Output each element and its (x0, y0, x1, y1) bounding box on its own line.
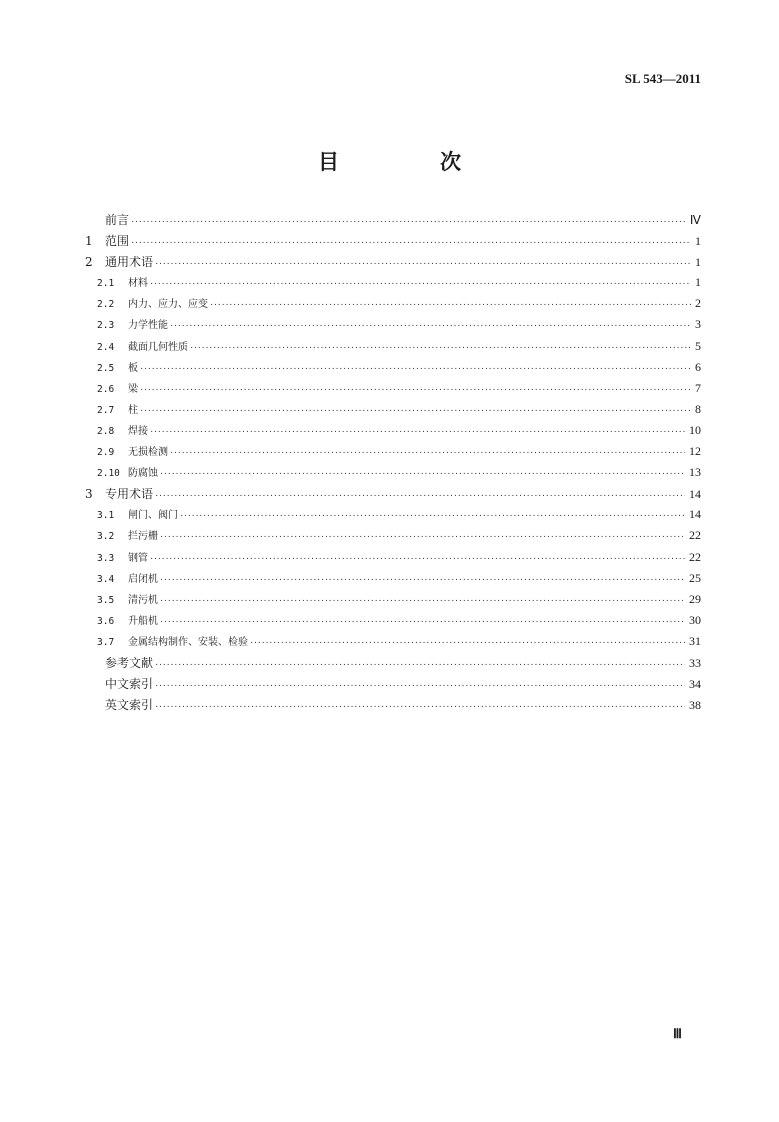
page-title: 目 次 (318, 149, 501, 174)
toc-entry-page: 5 (695, 338, 701, 353)
toc-dot-leader (131, 216, 686, 227)
toc-entry-page: 1 (695, 255, 701, 270)
toc-entry-page: 34 (689, 677, 701, 692)
toc-entry-number: 3.3 (97, 552, 115, 564)
toc-entry-page: 1 (695, 234, 701, 249)
toc-entry-title: 拦污栅 (128, 531, 158, 543)
toc-dot-leader (155, 659, 685, 670)
toc-dot-leader (160, 574, 685, 585)
toc-entry-page: 13 (689, 465, 701, 480)
toc-entry-page: Ⅳ (689, 213, 701, 227)
toc-entry-number: 2.8 (97, 425, 115, 437)
toc-entry[interactable] (85, 253, 701, 274)
toc-entry-page: 14 (689, 507, 701, 522)
toc-entry-number: 3 (85, 487, 93, 502)
toc-entry[interactable] (85, 443, 701, 464)
toc-entry-title: 梁 (128, 383, 138, 395)
toc-entry-title: 钢管 (128, 552, 148, 564)
toc-entry-title: 启闭机 (128, 573, 158, 585)
toc-dot-leader (250, 637, 685, 648)
toc-entry[interactable] (85, 633, 701, 654)
toc-entry-title: 材料 (128, 278, 148, 290)
toc-entry-number: 2.2 (97, 299, 115, 311)
standard-code: SL 543—2011 (624, 71, 701, 86)
page-number: Ⅲ (673, 1026, 682, 1041)
toc-entry-number: 1 (85, 234, 93, 249)
toc-dot-leader (155, 701, 685, 712)
toc-entry-number: 2 (85, 255, 93, 270)
toc-entry-number: 2.6 (97, 383, 115, 395)
toc-entry-title: 中文索引 (105, 677, 154, 692)
toc-entry-page: 14 (689, 487, 701, 502)
toc-entry[interactable] (85, 591, 701, 612)
toc-entry[interactable] (85, 232, 701, 253)
toc-dot-leader (170, 320, 691, 331)
toc-dot-leader (150, 553, 685, 564)
toc-dot-leader (155, 680, 685, 691)
toc-entry-number: 2.10 (97, 468, 120, 480)
toc-dot-leader (131, 237, 691, 248)
toc-entry[interactable] (85, 359, 701, 380)
toc-entry[interactable] (85, 380, 701, 401)
toc-dot-leader (160, 616, 685, 627)
toc-entry-number: 2.4 (97, 341, 115, 353)
toc-entry-page: 2 (695, 296, 701, 311)
toc-entry-page: 31 (689, 633, 701, 648)
toc-entry-page: 30 (689, 612, 701, 627)
toc-entry-number: 3.2 (97, 531, 115, 543)
toc-entry[interactable] (85, 422, 701, 443)
toc-dot-leader (140, 405, 691, 416)
toc-entry-title: 参考文献 (105, 655, 154, 670)
toc-dot-leader (160, 595, 685, 606)
toc-entry-page: 33 (689, 655, 701, 670)
toc-entry-page: 1 (695, 275, 701, 290)
toc-entry-title: 清污机 (128, 594, 158, 606)
toc-entry[interactable] (85, 485, 701, 506)
toc-entry[interactable] (85, 527, 701, 548)
toc-entry-page: 6 (695, 359, 701, 374)
toc-dot-leader (160, 468, 685, 479)
toc-entry-number: 2.1 (97, 278, 115, 290)
toc-entry-page: 7 (695, 380, 701, 395)
toc-entry-title: 英文索引 (105, 698, 154, 713)
toc-entry-page: 25 (689, 570, 701, 585)
toc-entry[interactable] (85, 464, 701, 485)
toc-dot-leader (190, 342, 691, 353)
toc-entry-page: 29 (689, 591, 701, 606)
toc-entry-page: 12 (689, 444, 701, 459)
toc-entry[interactable] (85, 570, 701, 591)
toc-entry[interactable] (85, 654, 701, 675)
toc-entry-title: 闸门、阀门 (128, 510, 178, 522)
toc-entry-title: 内力、应力、应变 (128, 299, 208, 311)
toc-entry[interactable] (85, 274, 701, 295)
toc-dot-leader (155, 258, 691, 269)
toc-entry-title: 范围 (105, 234, 130, 249)
toc-entry-page: 22 (689, 549, 701, 564)
toc-entry-number: 3.5 (97, 594, 115, 606)
toc-entry[interactable] (85, 316, 701, 337)
toc-dot-leader (140, 363, 691, 374)
toc-entry-number: 2.5 (97, 362, 115, 374)
toc-dot-leader (140, 384, 691, 395)
toc-entry-number: 3.7 (97, 636, 115, 648)
toc-entry[interactable] (85, 696, 701, 717)
toc-dot-leader (170, 447, 685, 458)
toc-entry-number: 2.7 (97, 404, 115, 416)
toc-entry-page: 3 (695, 317, 701, 332)
toc-entry[interactable] (85, 612, 701, 633)
toc-entry-number: 3.6 (97, 615, 115, 627)
toc-entry-title: 板 (128, 362, 138, 374)
toc-dot-leader (180, 510, 685, 521)
toc-entry-number: 2.9 (97, 447, 115, 459)
toc-entry-number: 3.1 (97, 510, 115, 522)
toc-entry-title: 截面几何性质 (128, 341, 188, 353)
toc-entry-title: 无损检测 (128, 447, 168, 459)
table-of-contents (85, 211, 701, 717)
toc-entry-title: 焊接 (128, 425, 148, 437)
toc-entry-title: 升船机 (128, 615, 158, 627)
toc-entry-page: 10 (689, 422, 701, 437)
toc-dot-leader (155, 490, 685, 501)
toc-dot-leader (150, 278, 691, 289)
toc-entry-title: 前言 (105, 213, 130, 227)
toc-entry-title: 通用术语 (105, 255, 154, 270)
toc-entry[interactable] (85, 549, 701, 570)
toc-entry-number: 2.3 (97, 320, 115, 332)
toc-entry-number: 3.4 (97, 573, 115, 585)
toc-entry-title: 专用术语 (105, 487, 154, 502)
toc-entry-title: 柱 (128, 404, 138, 416)
toc-entry-title: 力学性能 (128, 320, 168, 332)
toc-dot-leader (150, 426, 685, 437)
toc-entry[interactable] (85, 506, 701, 527)
toc-dot-leader (160, 531, 685, 542)
toc-entry-page: 8 (695, 401, 701, 416)
toc-entry[interactable] (85, 338, 701, 359)
toc-entry-title: 金属结构制作、安装、检验 (128, 636, 248, 648)
toc-entry-page: 38 (689, 698, 701, 713)
toc-entry-title: 防腐蚀 (128, 468, 158, 480)
toc-entry-page: 22 (689, 528, 701, 543)
toc-dot-leader (210, 299, 691, 310)
toc-entry[interactable] (85, 401, 701, 422)
toc-entry[interactable] (85, 211, 701, 232)
toc-entry[interactable] (85, 295, 701, 316)
toc-entry[interactable] (85, 675, 701, 696)
